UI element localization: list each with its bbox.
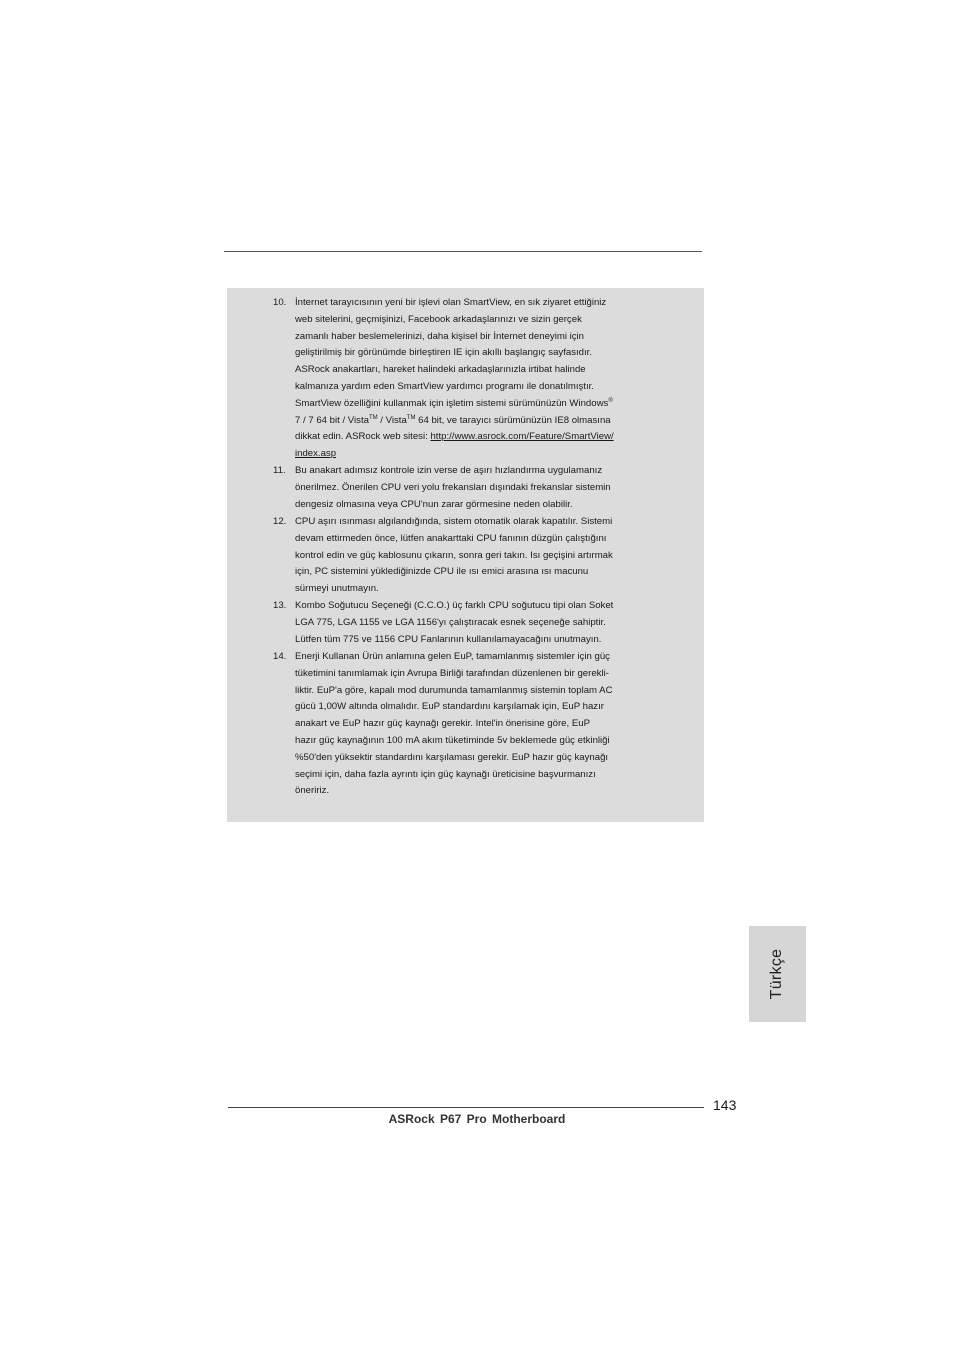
note-line: tüketimini tanımlamak için Avrupa Birliği tarafından düzenlenen bir gerekli- — [295, 667, 609, 679]
page-number: 143 — [713, 1097, 737, 1113]
note-line: Lütfen tüm 775 ve 1156 CPU Fanlarının kullanılamayacağını unutmayın. — [295, 633, 602, 645]
footer-title: ASRock P67 Pro Motherboard — [388, 1112, 566, 1126]
language-label: Türkçe — [768, 948, 785, 1000]
note-line: sürmeyi unutmayın. — [295, 583, 379, 595]
note-text — [295, 463, 675, 513]
note-line: LGA 775, LGA 1155 ve LGA 1156'yı çalıştıracak esnek seçeneğe sahiptir. — [295, 616, 606, 628]
note-line: önerilmez. Önerilen CPU veri yolu frekansları dışındaki frekanslar sistemin — [295, 481, 611, 493]
note-line: için, PC sistemini yüklediğinizde CPU ile ısı emici arasına ısı macunu — [295, 566, 589, 578]
note-number: 14. — [273, 651, 287, 662]
note-line: dikkat edin. ASRock web sitesi: http://www.asrock.com/Feature/SmartView/ — [295, 431, 614, 443]
note-line: kontrol edin ve güç kablosunu çıkarın, sonra geri takın. Isı geçişini artırmak — [295, 549, 613, 561]
note-text — [295, 649, 675, 800]
note-line: %50'den yüksektir standardını karşılaması gerekir. EuP hazır güç kaynağı — [295, 751, 609, 763]
note-line: liktir. EuP'a göre, kapalı mod durumunda tamamlanmış sistemin toplam AC — [295, 684, 613, 696]
smartview-link-cont[interactable]: index.asp — [295, 448, 337, 460]
note-line: zamanlı haber beslemelerinizi, daha kişisel bir İnternet deneyimi için — [295, 330, 585, 342]
note-text — [295, 598, 675, 648]
trademark-mark: TM — [406, 414, 416, 421]
note-line: 7 / 7 64 bit / Vista™ / Vista™ 64 bit, ve tarayıcı sürümünüzün IE8 olmasına — [295, 414, 611, 426]
note-text — [295, 295, 675, 463]
note-line: Kombo Soğutucu Seçeneği (C.C.O.) üç farklı CPU soğutucu tipi olan Soket — [295, 600, 614, 611]
notes-panel — [227, 288, 704, 822]
note-line: web sitelerini, geçmişinizi, Facebook arkadaşlarınızı ve sizin gerçek — [295, 313, 582, 325]
note-number: 12. — [273, 516, 287, 527]
note-line: dengesiz olmasına veya CPU'nun zarar görmesine neden olabilir. — [295, 498, 573, 510]
note-line: hazır güç kaynağının 100 mA akım tüketiminde 5v beklemede güç etkinliği — [295, 734, 610, 746]
note-line: kalmanıza yardım eden SmartView yardımcı programı ile donatılmıştır. — [295, 380, 594, 392]
note-line: öneririz. — [295, 785, 330, 797]
note-line: gücü 1,00W altında olmalıdır. EuP standardını karşılamak için, EuP hazır — [295, 701, 604, 713]
note-line: devam ettirmeden önce, lütfen anakarttaki CPU fanının düzgün çalıştığını — [295, 532, 607, 544]
note-line: SmartView özelliğini kullanmak için işletim sistemi sürümünüzün Windows® — [295, 397, 613, 409]
note-line: İnternet tarayıcısının yeni bir işlevi olan SmartView, en sık ziyaret ettiğiniz — [295, 297, 607, 308]
note-number: 10. — [273, 297, 287, 308]
smartview-link[interactable]: http://www.asrock.com/Feature/SmartView/ — [430, 431, 614, 443]
note-text — [295, 514, 675, 598]
note-line: seçimi için, daha fazla ayrıntı için güç kaynağı üreticisine başvurmanızı — [295, 768, 596, 780]
note-line: ASRock anakartları, hareket halindeki arkadaşlarınızla irtibat halinde — [295, 364, 586, 376]
language-tab — [749, 926, 806, 1022]
note-line: geliştirilmiş bir görünümde birleştiren IE için akıllı başlangıç sayfasıdır. — [295, 347, 592, 359]
note-line: CPU aşırı ısınması algılandığında, sistem otomatik olarak kapatılır. Sistemi — [295, 516, 613, 527]
top-divider — [224, 251, 702, 252]
note-number: 11. — [273, 465, 286, 476]
note-line: anakart ve EuP hazır güç kaynağı gerekir. Intel'in önerisine göre, EuP — [295, 718, 590, 730]
bottom-divider — [228, 1107, 704, 1108]
note-line: Bu anakart adımsız kontrole izin verse de aşırı hızlandırma uygulamanız — [295, 465, 603, 476]
note-line: Enerji Kullanan Ürün anlamına gelen EuP, tamamlanmış sistemler için güç — [295, 651, 610, 662]
note-line — [295, 446, 675, 463]
registered-mark: ® — [608, 397, 613, 404]
note-number: 13. — [273, 600, 287, 611]
trademark-mark: TM — [368, 414, 378, 421]
